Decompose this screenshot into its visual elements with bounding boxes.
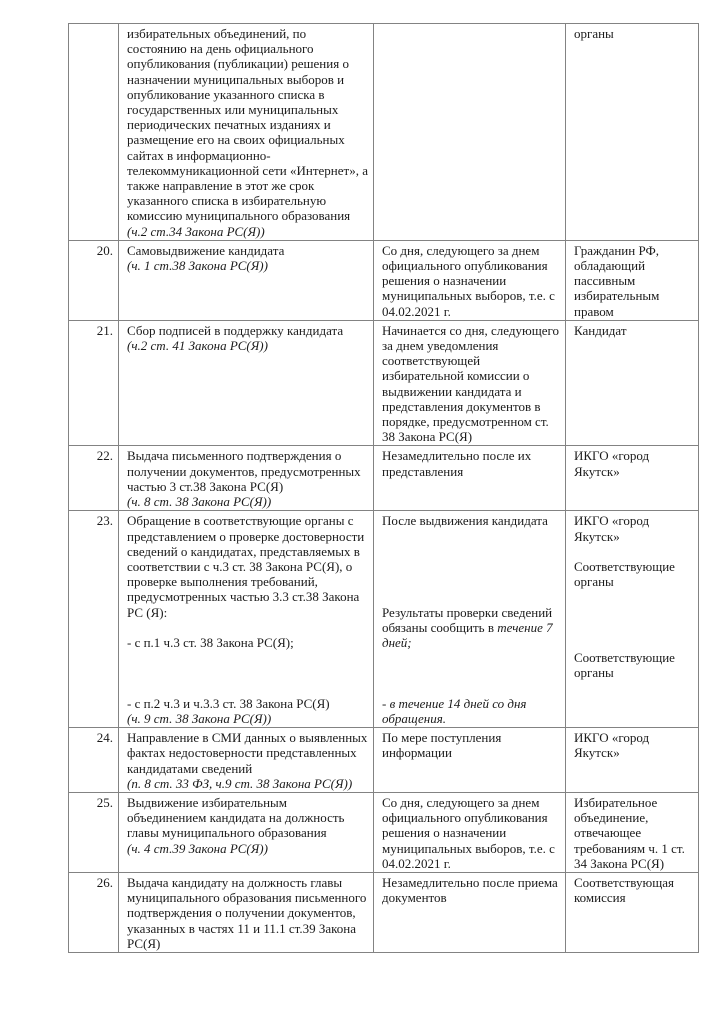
blank-line: [574, 620, 693, 635]
cell-subject: [566, 792, 699, 872]
paragraph: [127, 635, 368, 650]
cell-deadline: [374, 446, 566, 511]
body-text: Гражданин РФ, обладающий пассивным избирательным правом: [574, 242, 660, 319]
law-reference-text: - в течение 14 дней со дня обращения.: [382, 695, 527, 726]
blank-line: [382, 529, 560, 544]
body-text: избирательных объединений, по состоянию на день официального опубликования (публикации) решения о назначении муниципальных выборов и опубликование указанного списка в государственных или муниципальных периодических печатных изданиях и размещение его на своих официальных сайтах в информационно-телекоммуникационной сети «Интернет», а также направление в этот же срок указанного списка в избирательную комиссию муниципального образования: [127, 26, 368, 224]
paragraph: [127, 26, 368, 224]
paragraph: [574, 650, 693, 680]
blank-line: [127, 650, 368, 665]
law-reference-text: (ч. 1 ст.38 Закона РС(Я)): [127, 258, 268, 274]
table-row: [69, 792, 699, 872]
body-text: Соответствующие органы: [574, 558, 675, 590]
row-number: 20.: [96, 242, 113, 258]
table-row: [69, 728, 699, 793]
cell-action: [119, 24, 374, 241]
cell-deadline: [374, 24, 566, 241]
body-text: Соответствующие органы: [574, 650, 675, 681]
paragraph: [127, 224, 368, 239]
blank-line: [382, 681, 560, 696]
cell-subject: [566, 240, 699, 320]
row-number: 26.: [96, 874, 113, 890]
paragraph: [574, 730, 693, 760]
cell-subject: [566, 728, 699, 793]
paragraph: [127, 448, 368, 494]
blank-line: [382, 650, 560, 665]
paragraph: [574, 243, 693, 319]
paragraph: [574, 448, 693, 478]
table-row: [69, 240, 699, 320]
paragraph: [127, 243, 368, 258]
cell-number: [69, 872, 119, 952]
row-number: 23.: [96, 513, 113, 529]
cell-number: [69, 792, 119, 872]
election-calendar-table: [68, 23, 699, 953]
paragraph: [382, 323, 560, 445]
body-text: ИКГО «город Якутск»: [574, 448, 650, 479]
paragraph: [127, 776, 368, 791]
blank-line: [127, 681, 368, 696]
body-text: Выдача кандидату на должность главы муниципального образования письменного подтверждения о получении документов, указанных в частях 11 и 11.1 ст.39 Закона РС(Я): [127, 874, 367, 951]
blank-line: [382, 559, 560, 574]
body-text: Соответствующая комиссия: [574, 874, 674, 906]
body-text: Начинается со дня, следующего за днем уведомления соответствующей избирательной комиссии о выдвижении кандидата и представления документов в порядке, предусмотренном ст. 38 Закона РС(Я): [382, 322, 560, 445]
cell-subject: [566, 511, 699, 728]
cell-number: [69, 728, 119, 793]
paragraph: [574, 875, 693, 905]
blank-line: [127, 665, 368, 680]
body-text: - с п.1 ч.3 ст. 38 Закона РС(Я);: [127, 634, 294, 650]
blank-line: [127, 620, 368, 635]
paragraph: [127, 841, 368, 856]
paragraph: [382, 795, 560, 871]
law-reference-text: (ч.2 ст.34 Закона РС(Я)): [127, 223, 265, 239]
paragraph: [127, 258, 368, 273]
row-number: [77, 26, 113, 41]
body-text: органы: [574, 26, 614, 41]
cell-deadline: [374, 792, 566, 872]
cell-action: [119, 728, 374, 793]
body-text: ИКГО «город Якутск»: [574, 730, 650, 761]
cell-number: [69, 240, 119, 320]
blank-line: [382, 589, 560, 604]
cell-action: [119, 792, 374, 872]
table-row: [69, 511, 699, 728]
paragraph: [127, 323, 368, 338]
body-text: Со дня, следующего за днем официального опубликования решения о назначении муниципальных выборов, т.е. с 04.02.2021 г.: [382, 794, 555, 871]
paragraph: [382, 513, 560, 528]
cell-number: [69, 320, 119, 446]
law-reference-text: (п. 8 ст. 33 ФЗ, ч.9 ст. 38 Закона РС(Я)): [127, 775, 353, 791]
body-text: Результаты проверки сведений обязаны сообщить в: [382, 604, 553, 635]
cell-subject: [566, 872, 699, 952]
cell-subject: [566, 24, 699, 241]
table-row: [69, 446, 699, 511]
cell-number: [69, 446, 119, 511]
cell-deadline: [374, 872, 566, 952]
body-text: ИКГО «город Якутск»: [574, 513, 650, 544]
paragraph: [127, 513, 368, 619]
row-number: 22.: [96, 448, 113, 464]
paragraph: [127, 711, 368, 726]
cell-subject: [566, 320, 699, 446]
cell-deadline: [374, 728, 566, 793]
body-text: Выдача письменного подтверждения о получении документов, предусмотренных частью 3 ст.38 Закона РС(Я): [127, 448, 361, 494]
cell-deadline: [374, 320, 566, 446]
blank-line: [574, 635, 693, 650]
body-text: Сбор подписей в поддержку кандидата: [127, 322, 344, 338]
blank-line: [574, 605, 693, 620]
paragraph: [382, 605, 560, 651]
row-number: 25.: [96, 794, 113, 810]
cell-action: [119, 240, 374, 320]
table-row: [69, 320, 699, 446]
schedule-table-body: [69, 24, 699, 953]
cell-deadline: [374, 511, 566, 728]
cell-deadline: [374, 240, 566, 320]
law-reference-text: (ч. 4 ст.39 Закона РС(Я)): [127, 840, 268, 856]
row-number: 24.: [96, 730, 113, 746]
paragraph: [127, 494, 368, 509]
blank-line: [382, 665, 560, 680]
blank-line: [574, 544, 693, 559]
body-text: Со дня, следующего за днем официального опубликования решения о назначении муниципальных выборов, т.е. с 04.02.2021 г.: [382, 242, 555, 319]
cell-action: [119, 446, 374, 511]
cell-action: [119, 511, 374, 728]
law-reference-text: (ч.2 ст. 41 Закона РС(Я)): [127, 338, 268, 354]
body-text: Избирательное объединение, отвечающее требованиям ч. 1 ст. 34 Закона РС(Я): [574, 794, 685, 871]
table-row: [69, 24, 699, 241]
cell-number: [69, 24, 119, 241]
paragraph: [574, 26, 693, 41]
paragraph: [127, 795, 368, 841]
paragraph: [574, 513, 693, 543]
body-text: Незамедлительно после приема документов: [382, 874, 558, 906]
blank-line: [574, 589, 693, 604]
paragraph: [127, 730, 368, 776]
blank-line: [382, 544, 560, 559]
paragraph: [382, 448, 560, 478]
cell-action: [119, 872, 374, 952]
body-text: Обращение в соответствующие органы с представлением о проверке достоверности сведений о кандидатах, представляемых в соответствии с ч.3 ст. 38 Закона РС(Я), о проверке выполнения требований, предусмотренных частью 3.3 ст.38 Закона РС (Я):: [127, 513, 365, 620]
paragraph: [382, 696, 560, 726]
body-text: Незамедлительно после их представления: [382, 448, 532, 479]
paragraph: [127, 696, 368, 711]
table-row: [69, 872, 699, 952]
paragraph: [574, 795, 693, 871]
body-text: По мере поступления информации: [382, 730, 502, 761]
paragraph: [382, 243, 560, 319]
body-text: Кандидат: [574, 322, 627, 338]
paragraph: [127, 338, 368, 353]
cell-action: [119, 320, 374, 446]
law-reference-text: (ч. 8 ст. 38 Закона РС(Я)): [127, 494, 272, 510]
paragraph: [127, 875, 368, 951]
paragraph: [382, 875, 560, 905]
law-reference-text: течение 7 дней;: [382, 619, 553, 650]
body-text: Самовыдвижение кандидата: [127, 242, 285, 258]
body-text: Выдвижение избирательным объединением кандидата на должность главы муниципального образования: [127, 794, 345, 841]
body-text: Направление в СМИ данных о выявленных фактах недостоверности представленных кандидатами сведений: [127, 730, 368, 776]
row-number: 21.: [96, 322, 113, 338]
paragraph: [382, 730, 560, 760]
blank-line: [382, 574, 560, 589]
paragraph: [574, 559, 693, 589]
body-text: - с п.2 ч.3 и ч.3.3 ст. 38 Закона РС(Я): [127, 695, 330, 711]
law-reference-text: (ч. 9 ст. 38 Закона РС(Я)): [127, 710, 272, 726]
paragraph: [574, 323, 693, 338]
body-text: После выдвижения кандидата: [382, 513, 548, 529]
cell-subject: [566, 446, 699, 511]
cell-number: [69, 511, 119, 728]
